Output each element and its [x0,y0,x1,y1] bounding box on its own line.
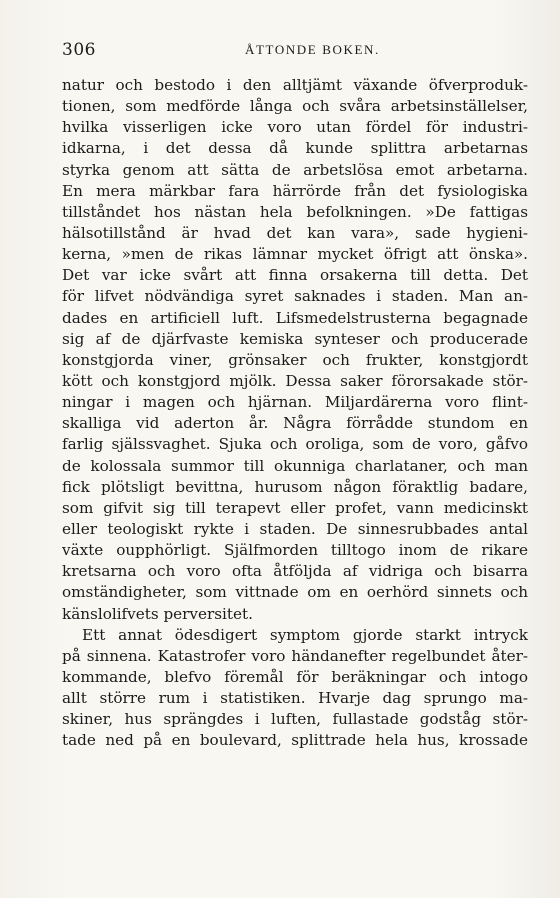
text-line: natur och bestodo i den alltjämt växande öfverproduk- [62,76,528,94]
body-text [62,75,528,752]
text-line: styrka genom att sätta de arbetslösa emot arbetarna. [62,160,528,179]
text-line: eller teologiskt rykte i staden. De sinnesrubbades antal [62,519,528,538]
text-line: för lifvet nödvändiga syret saknades i staden. Man an- [62,287,528,306]
text-line: dades en artificiell luft. Lifsmedelstrusterna begagnade [62,308,528,327]
text-line: konstgjorda viner, grönsaker och frukter, konstgjordt [62,350,528,369]
running-title: ÅTTONDE BOKEN. [245,42,380,57]
text-line: kommande, blefvo föremål för beräkningar och intogo [62,667,528,686]
text-line: de kolossala summor till okunniga charlataner, och man [62,456,528,475]
text-line: ningar i magen och hjärnan. Miljardärerna voro flint- [62,393,528,412]
text-line: omständigheter, som vittnade om en oerhörd sinnets och [62,583,528,602]
text-line: som gifvit sig till terapevt eller profet, vann medicinskt [62,498,528,517]
text-line: växte oupphörligt. Själfmorden tilltogo inom de rikare [62,541,528,560]
text-line: Det var icke svårt att finna orsakerna till detta. Det [62,266,528,285]
page-header [62,40,530,66]
text-line: hvilka visserligen icke voro utan fördel för industri- [62,118,528,137]
text-line: skiner, hus sprängdes i luften, fullastade godståg stör- [62,710,528,729]
text-line: kretsarna och voro ofta åtföljda af vidriga och bisarra [62,562,528,581]
text-line: allt större rum i statistiken. Hvarje dag sprungo ma- [62,689,528,708]
text-line: hälsotillstånd är hvad det kan vara», sade hygieni- [62,223,528,242]
text-line: kött och konstgjord mjölk. Dessa saker förorsakade stör- [62,371,528,390]
text-line: tade ned på en boulevard, splittrade hela hus, krossade [62,731,528,750]
text-line: idkarna, i det dessa då kunde splittra arbetarnas [62,139,528,158]
text-line: En mera märkbar fara härrörde från det fysiologiska [62,181,528,200]
page-number: 306 [62,40,96,60]
text-line: tillståndet hos nästan hela befolkningen. »De fattigas [62,202,528,221]
text-line: sig af de djärfvaste kemiska synteser och producerade [62,329,528,348]
text-line: skalliga vid aderton år. Några förrådde stundom en [62,414,528,433]
text-line-paragraph-end: känslolifvets perversitet. [62,604,253,623]
text-line: kerna, »men de rikas lämnar mycket öfrigt att önska». [62,245,528,264]
text-line-paragraph-start: Ett annat ödesdigert symptom gjorde starkt intryck [82,625,528,644]
text-line: farlig själssvaghet. Sjuka och oroliga, som de voro, gåfvo [62,435,528,454]
text-line: på sinnena. Katastrofer voro händanefter regelbundet åter- [62,646,528,665]
text-line: tionen, som medförde långa och svåra arbetsinställelser, [62,97,528,116]
text-line: fick plötsligt bevittna, hurusom någon föraktlig badare, [62,477,528,496]
